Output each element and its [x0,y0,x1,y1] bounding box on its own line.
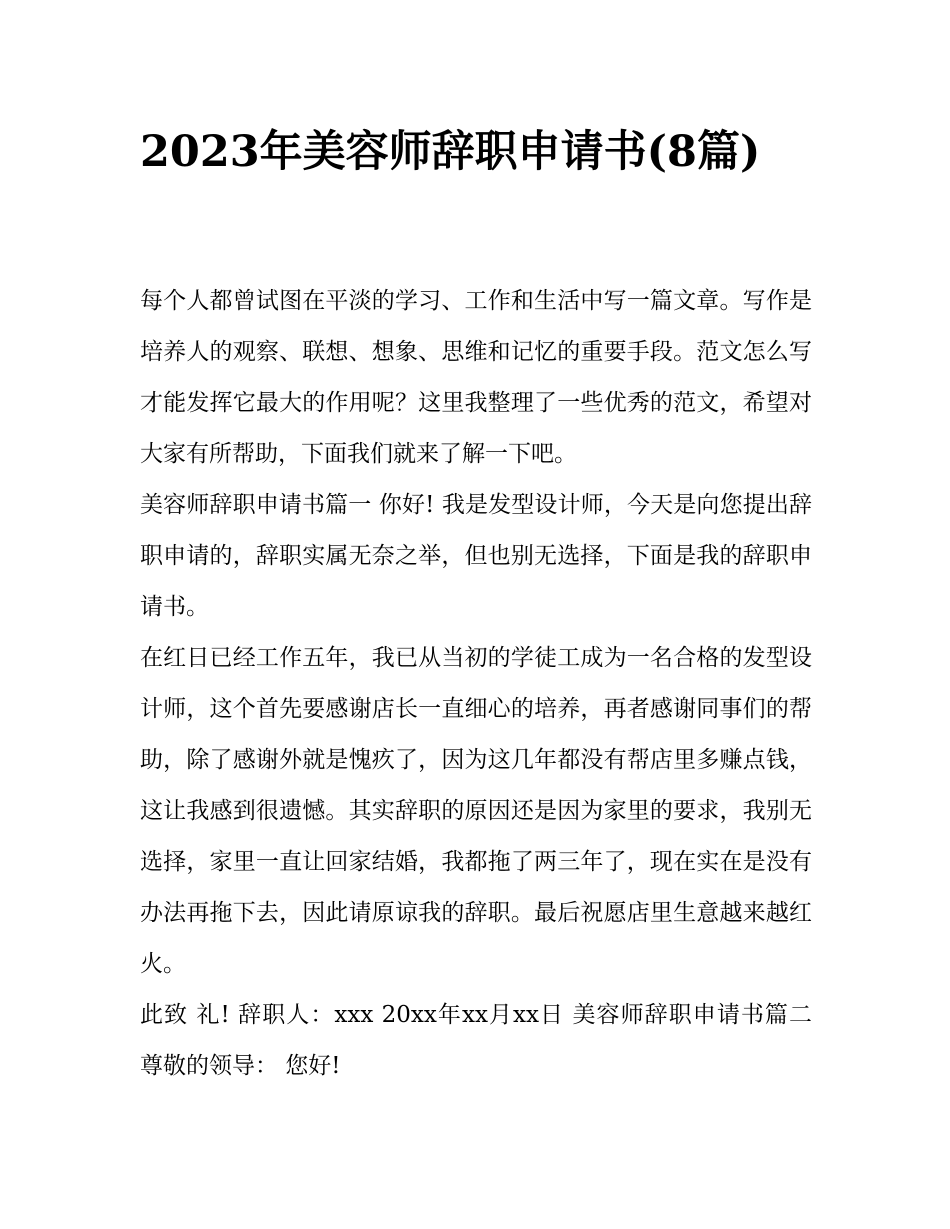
paragraph-intro: 每个人都曾试图在平淡的学习、工作和生活中写一篇文章。写作是培养人的观察、联想、想象、思维和记忆的重要手段。范文怎么写才能发挥它最大的作用呢？这里我整理了一些优秀的范文，希望对大家有所帮助，下面我们就来了解一下吧。 [140,288,812,467]
paragraph-letter-one-closing: 此致 礼! 辞职人：xxx 20xx年xx月xx日 美容师辞职申请书篇二 尊敬的领导： 您好! [140,1002,812,1079]
document-body [140,276,812,1092]
paragraph-letter-one-body: 在红日已经工作五年，我已从当初的学徒工成为一名合格的发型设计师，这个首先要感谢店长一直细心的培养，再者感谢同事们的帮助，除了感谢外就是愧疚了，因为这几年都没有帮店里多赚点钱，这让我感到很遗憾。其实辞职的原因还是因为家里的要求，我别无选择，家里一直让回家结婚，我都拖了两三年了，现在实在是没有办法再拖下去，因此请原谅我的辞职。最后祝愿店里生意越来越红火。 [140,645,812,977]
document-title: 2023年美容师辞职申请书(8篇) [140,127,761,177]
paragraph-letter-one-opening: 美容师辞职申请书篇一 你好! 我是发型设计师，今天是向您提出辞职申请的，辞职实属无奈之举，但也别无选择，下面是我的辞职申请书。 [140,492,812,620]
